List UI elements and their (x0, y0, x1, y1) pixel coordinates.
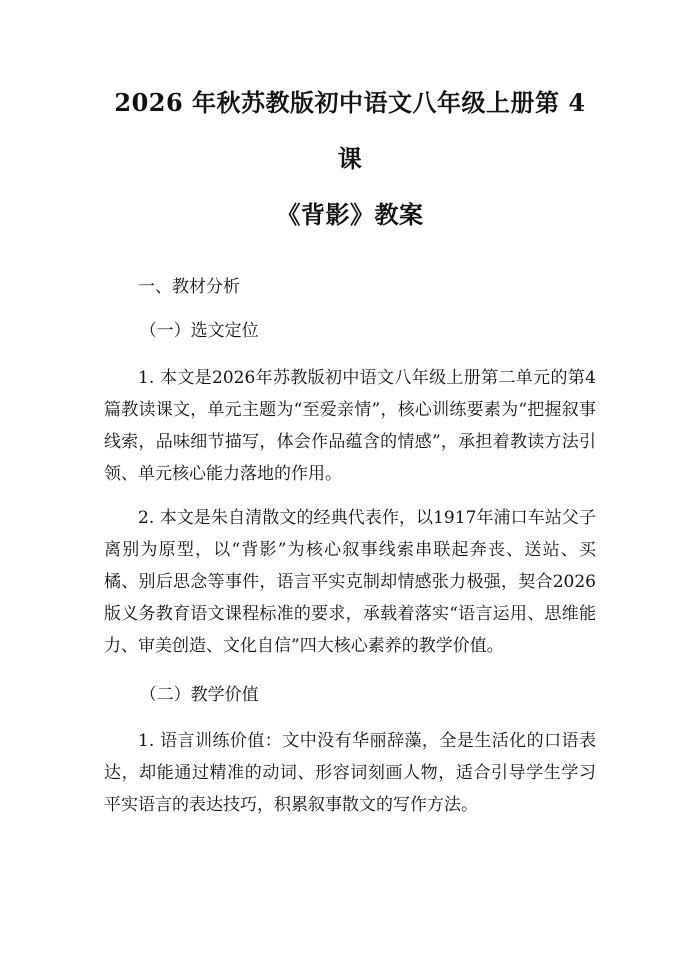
document-title (104, 75, 596, 243)
subsection-heading-text-positioning: （一）选文定位 (139, 321, 259, 341)
paragraph-3: 1. 语言训练价值：文中没有华丽辞藻，全是生活化的口语表达，却能通过精准的动词、形容词刻画人物，适合引导学生学习平实语言的表达技巧，积累叙事散文的写作方法。 (104, 731, 596, 815)
title-line-1: 2026 年秋苏教版初中语文八年级上册第 4 课 (114, 88, 586, 173)
document-page (0, 75, 700, 980)
subsection-heading-teaching-value: （二）教学价值 (139, 685, 259, 705)
paragraph-1: 1. 本文是2026年苏教版初中语文八年级上册第二单元的第4篇教读课文，单元主题为“至爱亲情”，核心训练要素为“把握叙事线索，品味细节描写，体会作品蕴含的情感”，承担着教读方法引领、单元核心能力落地的作用。 (104, 368, 596, 484)
paragraph-2: 2. 本文是朱自清散文的经典代表作，以1917年浦口车站父子离别为原型，以“背影”为核心叙事线索串联起奔丧、送站、买橘、别后思念等事件，语言平实克制却情感张力极强，契合2026版义务教育语文课程标准的要求，承载着落实“语言运用、思维能力、审美创造、文化自信”四大核心素养的教学价值。 (104, 508, 596, 656)
title-line-2: 《背影》教案 (276, 200, 424, 229)
section-heading-textbook-analysis: 一、教材分析 (138, 277, 240, 297)
